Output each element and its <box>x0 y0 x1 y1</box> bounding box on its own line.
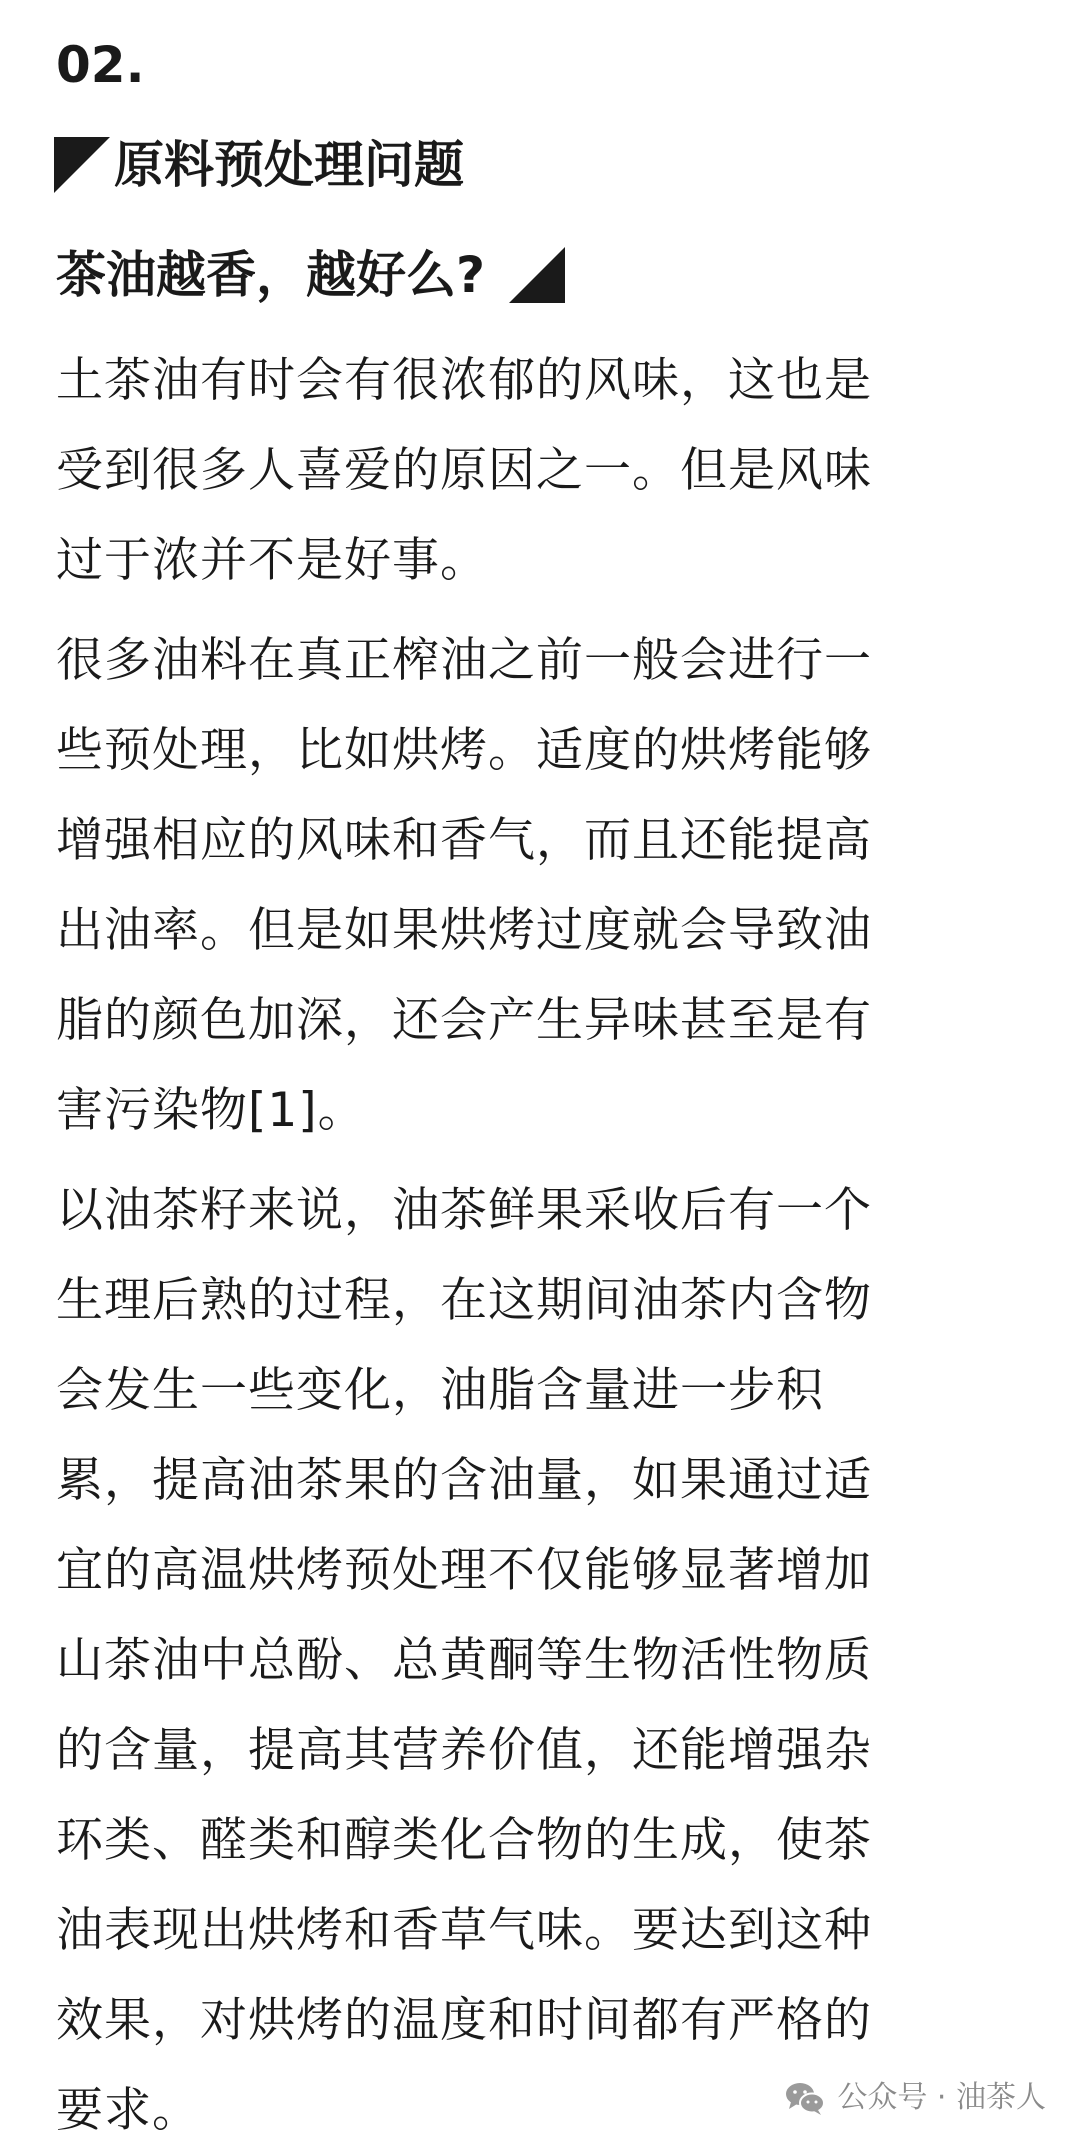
wechat-icon <box>785 2080 825 2116</box>
subheading <box>56 240 565 310</box>
paragraph-line: 害污染物[1]。 <box>56 1083 366 1138</box>
paragraph-3 <box>56 1166 1026 2156</box>
paragraph-line: 效果，对烘烤的温度和时间都有严格的 <box>56 1993 872 2048</box>
paragraph-line: 土茶油有时会有很浓郁的风味，这也是 <box>56 353 872 408</box>
paragraph-line: 山茶油中总酚、总黄酮等生物活性物质 <box>56 1633 872 1688</box>
subheading-text: 茶油越香，越好么? <box>56 246 486 304</box>
paragraph-2 <box>56 616 1026 1156</box>
paragraph-line: 生理后熟的过程，在这期间油茶内含物 <box>56 1273 872 1328</box>
paragraph-line: 累，提高油茶果的含油量，如果通过适 <box>56 1453 872 1508</box>
paragraph-line: 些预处理，比如烘烤。适度的烘烤能够 <box>56 723 872 778</box>
paragraph-line: 出油率。但是如果烘烤过度就会导致油 <box>56 903 872 958</box>
section-number: 02. <box>56 36 145 94</box>
paragraph-line: 环类、醛类和醇类化合物的生成，使茶 <box>56 1813 872 1868</box>
paragraph-line: 增强相应的风味和香气，而且还能提高 <box>56 813 872 868</box>
section-heading <box>54 130 464 200</box>
paragraph-line: 宜的高温烘烤预处理不仅能够显著增加 <box>56 1543 872 1598</box>
paragraph-line: 的含量，提高其营养价值，还能增强杂 <box>56 1723 872 1778</box>
paragraph-line: 会发生一些变化，油脂含量进一步积 <box>56 1363 824 1418</box>
heading-triangle-icon <box>54 137 110 193</box>
paragraph-line: 油表现出烘烤和香草气味。要达到这种 <box>56 1903 872 1958</box>
paragraph-line: 以油茶籽来说，油茶鲜果采收后有一个 <box>56 1183 872 1238</box>
subheading-triangle-icon <box>509 247 565 303</box>
heading-text: 原料预处理问题 <box>114 136 464 194</box>
paragraph-1 <box>56 336 1026 606</box>
paragraph-line: 要求。 <box>56 2083 200 2138</box>
account-watermark <box>785 2078 1046 2118</box>
paragraph-line: 脂的颜色加深，还会产生异味甚至是有 <box>56 993 872 1048</box>
paragraph-line: 很多油料在真正榨油之前一般会进行一 <box>56 633 872 688</box>
paragraph-line: 过于浓并不是好事。 <box>56 533 488 588</box>
account-name: 公众号 · 油茶人 <box>837 2080 1046 2115</box>
paragraph-line: 受到很多人喜爱的原因之一。但是风味 <box>56 443 872 498</box>
